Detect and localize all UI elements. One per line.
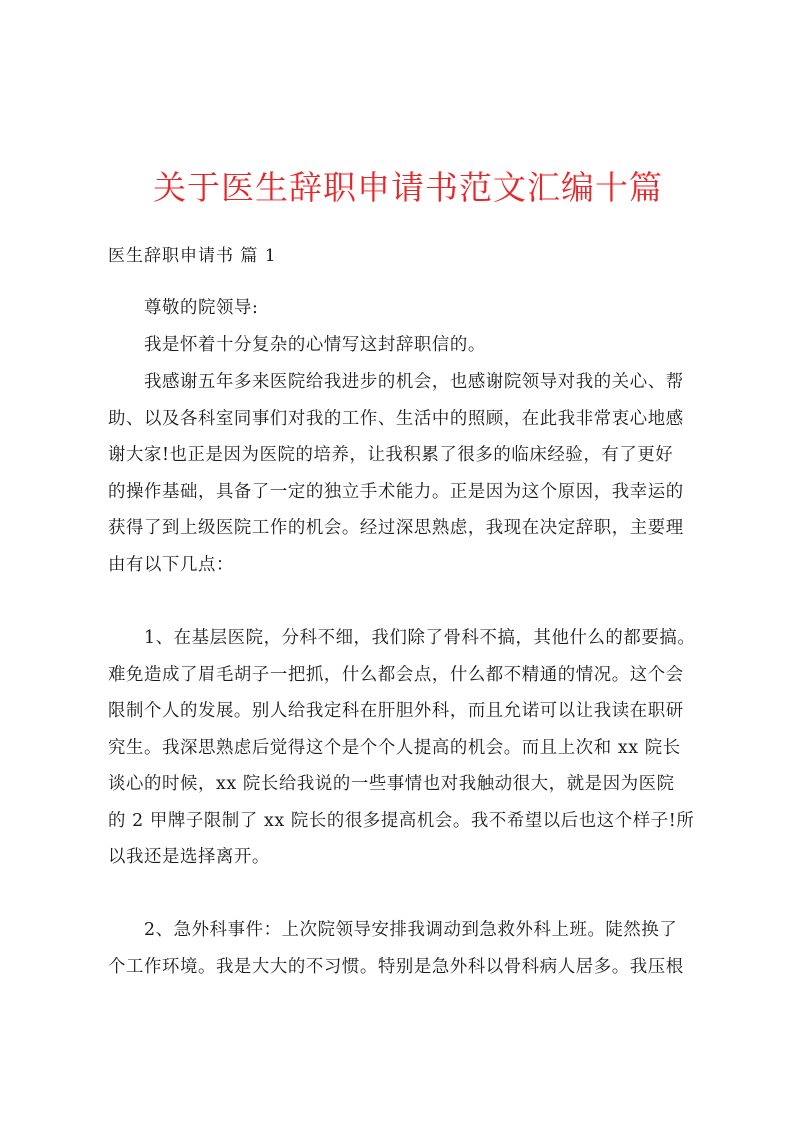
paragraph-3 — [108, 620, 708, 876]
paragraph-line: 我感谢五年多来医院给我进步的机会，也感谢院领导对我的关心、帮 — [144, 372, 684, 392]
paragraph-line: 助、以及各科室同事们对我的工作、生活中的照顾，在此我非常衷心地感 — [108, 408, 684, 429]
paragraph-line: 1、在基层医院，分科不细，我们除了骨科不搞，其他什么的都要搞。 — [144, 628, 696, 648]
section-heading: 医生辞职申请书 篇 1 — [108, 246, 277, 266]
paragraph-line: 以我还是选择离开。 — [108, 847, 270, 867]
greeting-line: 尊敬的院领导: — [144, 298, 259, 318]
paragraph-line: 难免造成了眉毛胡子一把抓，什么都会点，什么都不精通的情况。这个会 — [108, 664, 684, 685]
paragraph-line: 的操作基础，具备了一定的独立手术能力。正是因为这个原因，我幸运的 — [108, 481, 684, 502]
paragraph-line: 谈心的时候，xx 院长给我说的一些事情也对我触动很大，就是因为医院 — [108, 774, 675, 794]
paragraph-line: 由有以下几点： — [108, 554, 234, 575]
paragraph-4 — [108, 912, 708, 985]
paragraph-line: 我是怀着十分复杂的心情写这封辞职信的。 — [144, 335, 486, 355]
paragraph-line: 2、急外科事件：上次院领导安排我调动到急救外科上班。陡然换了 — [144, 920, 678, 940]
paragraph-line: 个工作环境。我是大大的不习惯。特别是急外科以骨科病人居多。我压根 — [108, 956, 684, 977]
paragraph-line: 究生。我深思熟虑后觉得这个是个个人提高的机会。而且上次和 xx 院长 — [108, 737, 681, 758]
paragraph-1 — [108, 327, 708, 364]
document-title: 关于医生辞职申请书范文汇编十篇 — [153, 168, 663, 207]
paragraph-line: 限制个人的发展。别人给我定科在肝胆外科，而且允诺可以让我读在职研 — [108, 701, 684, 721]
greeting — [108, 290, 708, 327]
paragraph-2 — [108, 364, 708, 583]
paragraph-line: 获得了到上级医院工作的机会。经过深思熟虑，我现在决定辞职，主要理 — [108, 518, 684, 538]
paragraph-line: 的 2 甲牌子限制了 xx 院长的很多提高机会。我不希望以后也这个样子!所 — [108, 810, 695, 831]
paragraph-line: 谢大家!也正是因为医院的培养，让我积累了很多的临床经验，有了更好 — [108, 445, 674, 465]
